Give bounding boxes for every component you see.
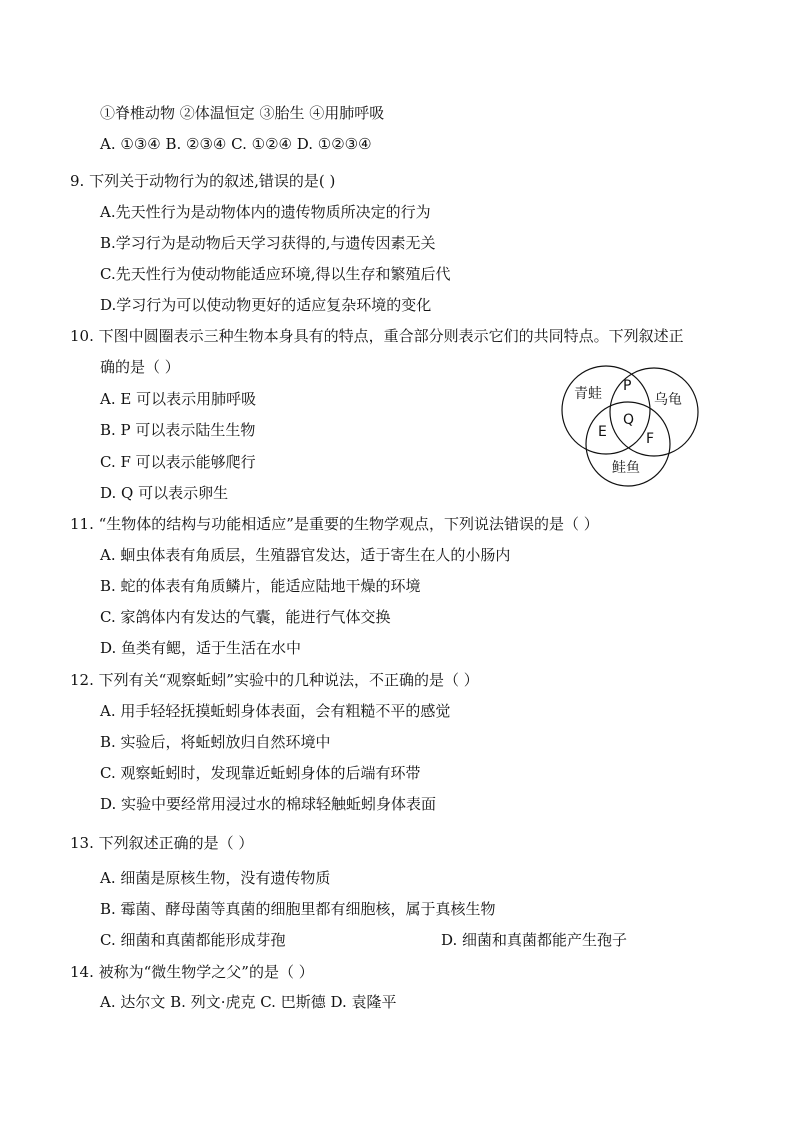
venn-label-e: E [598, 424, 607, 440]
q10-stem-line2: 确的是（ ） [100, 358, 180, 376]
q9-option-d: D.学习行为可以使动物更好的适应复杂环境的变化 [100, 296, 432, 314]
q12-option-a: A. 用手轻轻抚摸蚯蚓身体表面，会有粗糙不平的感觉 [100, 702, 451, 720]
q10-option-c: C. F 可以表示能够爬行 [100, 453, 256, 471]
q8-statements: ①脊椎动物 ②体温恒定 ③胎生 ④用肺呼吸 [100, 104, 385, 122]
q9-stem: 9. 下列关于动物行为的叙述,错误的是( ) [70, 172, 336, 190]
q10-option-b: B. P 可以表示陆生生物 [100, 421, 256, 439]
venn-label-f: F [646, 431, 655, 447]
venn-label-q: Q [623, 412, 635, 428]
q10-option-d: D. Q 可以表示卵生 [100, 484, 229, 502]
q14-stem: 14. 被称为“微生物学之父”的是（ ） [70, 963, 314, 981]
q8-options: A. ①③④ B. ②③④ C. ①②④ D. ①②③④ [100, 135, 372, 153]
q9-option-c: C.先天性行为使动物能适应环境,得以生存和繁殖后代 [100, 265, 451, 283]
q12-option-d: D. 实验中要经常用浸过水的棉球轻触蚯蚓身体表面 [100, 795, 437, 813]
venn-label-p: P [623, 378, 632, 394]
venn-label-fish: 鲑鱼 [612, 460, 640, 476]
q12-stem: 12. 下列有关“观察蚯蚓”实验中的几种说法，不正确的是（ ） [70, 671, 479, 689]
venn-diagram [556, 360, 706, 490]
q13-option-c: C. 细菌和真菌都能形成芽孢 [100, 931, 286, 949]
q13-stem: 13. 下列叙述正确的是（ ） [70, 834, 254, 852]
venn-label-frog: 青蛙 [574, 386, 602, 402]
q12-option-c: C. 观察蚯蚓时，发现靠近蚯蚓身体的后端有环带 [100, 764, 421, 782]
q13-option-a: A. 细菌是原核生物，没有遗传物质 [100, 869, 331, 887]
q11-option-c: C. 家鸽体内有发达的气囊，能进行气体交换 [100, 608, 391, 626]
q11-option-a: A. 蛔虫体表有角质层，生殖器官发达，适于寄生在人的小肠内 [100, 546, 511, 564]
q11-option-b: B. 蛇的体表有角质鳞片，能适应陆地干燥的环境 [100, 577, 421, 595]
q11-option-d: D. 鱼类有鳃，适于生活在水中 [100, 639, 302, 657]
venn-circle-frog [562, 366, 650, 454]
q10-option-a: A. E 可以表示用肺呼吸 [100, 390, 257, 408]
q14-options: A. 达尔文 B. 列文·虎克 C. 巴斯德 D. 袁隆平 [100, 993, 397, 1011]
q10-stem-line1: 10. 下图中圆圈表示三种生物本身具有的特点，重合部分则表示它们的共同特点。下列叙述正 [70, 327, 684, 345]
venn-label-turtle: 乌龟 [654, 392, 682, 408]
q12-option-b: B. 实验后，将蚯蚓放归自然环境中 [100, 733, 331, 751]
q9-option-b: B.学习行为是动物后天学习获得的,与遗传因素无关 [100, 234, 436, 252]
q9-option-a: A.先天性行为是动物体内的遗传物质所决定的行为 [100, 203, 431, 221]
q13-option-b: B. 霉菌、酵母菌等真菌的细胞里都有细胞核，属于真核生物 [100, 900, 496, 918]
q11-stem: 11. “生物体的结构与功能相适应”是重要的生物学观点，下列说法错误的是（ ） [70, 515, 599, 533]
q13-option-d: D. 细菌和真菌都能产生孢子 [441, 931, 628, 949]
